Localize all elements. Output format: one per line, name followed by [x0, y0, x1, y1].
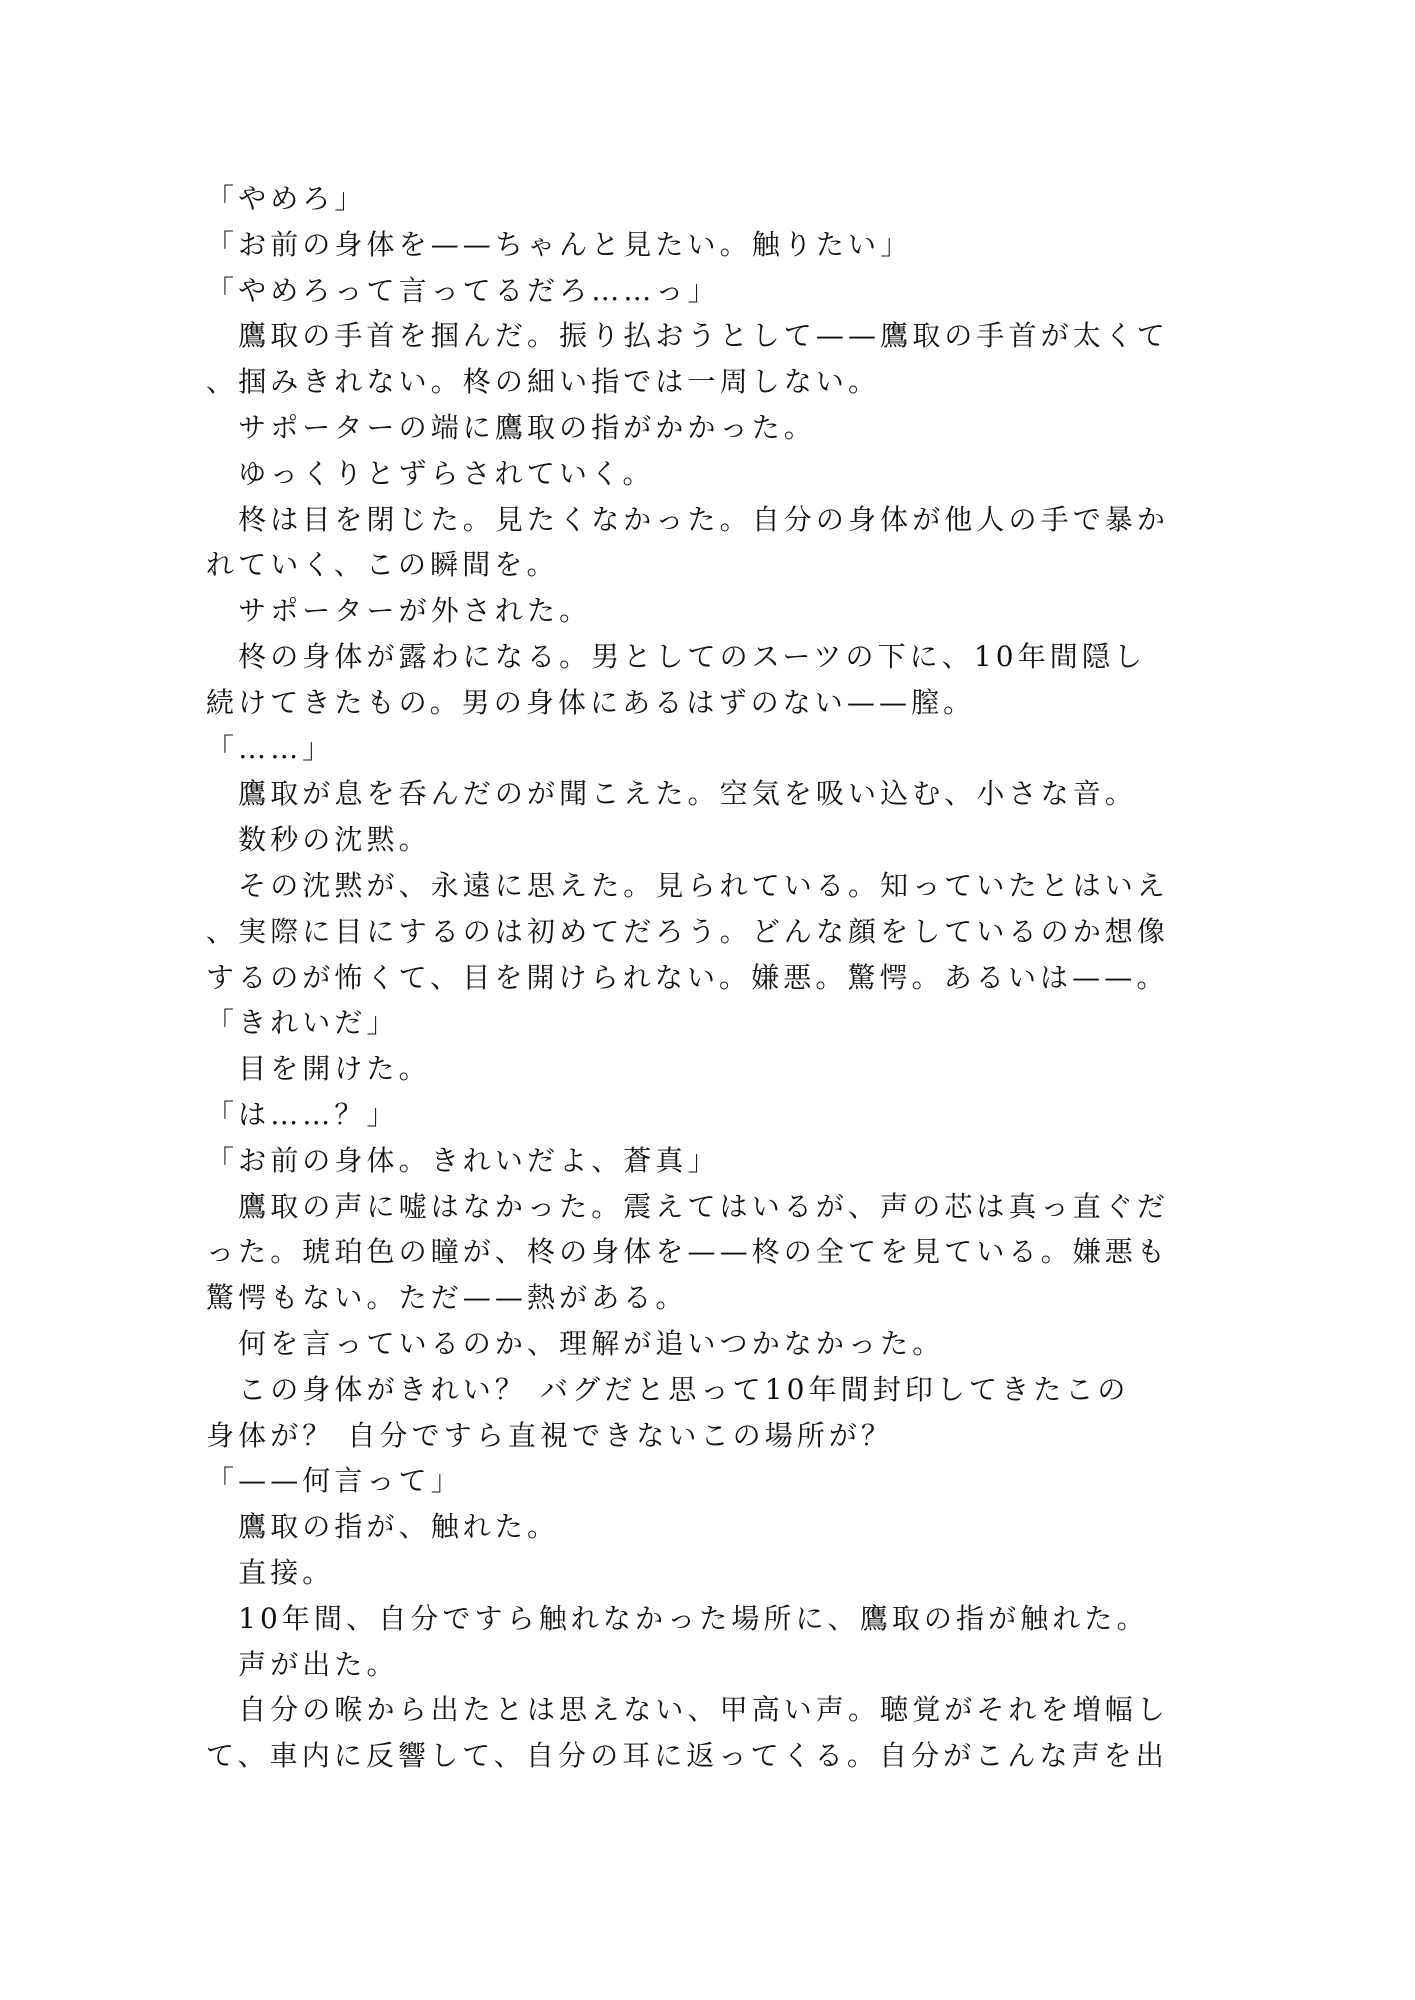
- text-line: するのが怖くて、目を開けられない。嫌悪。驚愕。あるいは——。: [206, 960, 1169, 994]
- document-body: [206, 176, 1206, 1779]
- text-line: 驚愕もない。ただ——熱がある。: [206, 1281, 688, 1315]
- text-line: 自分の喉から出たとは思えない、甲高い声。聴覚がそれを増幅し: [206, 1693, 1170, 1727]
- text-line: 「——何言って」: [206, 1464, 463, 1498]
- text-line: 「お前の身体。きれいだよ、蒼真」: [206, 1143, 720, 1177]
- text-line: 、実際に目にするのは初めてだろう。どんな顔をしているのか想像: [206, 914, 1170, 948]
- text-line: 鷹取の指が、触れた。: [206, 1510, 560, 1544]
- text-line: れていく、この瞬間を。: [206, 548, 559, 582]
- text-line: ゆっくりとずらされていく。: [206, 456, 655, 490]
- text-line: サポーターが外された。: [206, 594, 592, 628]
- text-line: 「きれいだ」: [206, 1006, 399, 1040]
- text-line: その沈黙が、永遠に思えた。見られている。知っていたとはいえ: [206, 868, 1170, 902]
- text-line: 数秒の沈黙。: [206, 823, 431, 857]
- text-line: った。琥珀色の瞳が、柊の身体を——柊の全てを見ている。嫌悪も: [206, 1235, 1170, 1269]
- text-line: て、車内に反響して、自分の耳に返ってくる。自分がこんな声を出: [206, 1739, 1168, 1773]
- text-line: 声が出た。: [206, 1647, 399, 1681]
- text-line: サポーターの端に鷹取の指がかかった。: [206, 410, 816, 444]
- text-line: 鷹取の手首を掴んだ。振り払おうとして——鷹取の手首が太くて: [206, 319, 1170, 353]
- text-line: 続けてきたもの。男の身体にあるはずのない——膣。: [206, 685, 976, 719]
- text-line: 「やめろって言ってるだろ……っ」: [206, 273, 720, 307]
- text-line: この身体がきれい？ バグだと思って10年間封印してきたこの: [206, 1372, 1130, 1406]
- text-line: 「は……？」: [206, 1097, 399, 1131]
- text-line: 目を開けた。: [206, 1052, 431, 1086]
- text-line: 柊は目を閉じた。見たくなかった。自分の身体が他人の手で暴か: [206, 502, 1170, 536]
- text-line: 「……」: [206, 731, 335, 765]
- text-line: 「やめろ」: [206, 182, 367, 215]
- text-line: 鷹取の声に嘘はなかった。震えてはいるが、声の芯は真っ直ぐだ: [206, 1189, 1170, 1223]
- text-line: 、掴みきれない。柊の細い指では一周しない。: [206, 365, 881, 399]
- text-line: 「お前の身体を——ちゃんと見たい。触りたい」: [206, 227, 913, 261]
- text-line: 鷹取が息を呑んだのが聞こえた。空気を吸い込む、小さな音。: [206, 777, 1137, 811]
- text-line: 直接。: [206, 1555, 335, 1589]
- text-line: 何を言っているのか、理解が追いつかなかった。: [206, 1326, 945, 1360]
- text-line: 身体が？ 自分ですら直視できないこの場所が？: [206, 1418, 894, 1452]
- text-line: 10年間、自分ですら触れなかった場所に、鷹取の指が触れた。: [206, 1601, 1149, 1635]
- text-line: 柊の身体が露わになる。男としてのスーツの下に、10年間隠し: [206, 639, 1147, 673]
